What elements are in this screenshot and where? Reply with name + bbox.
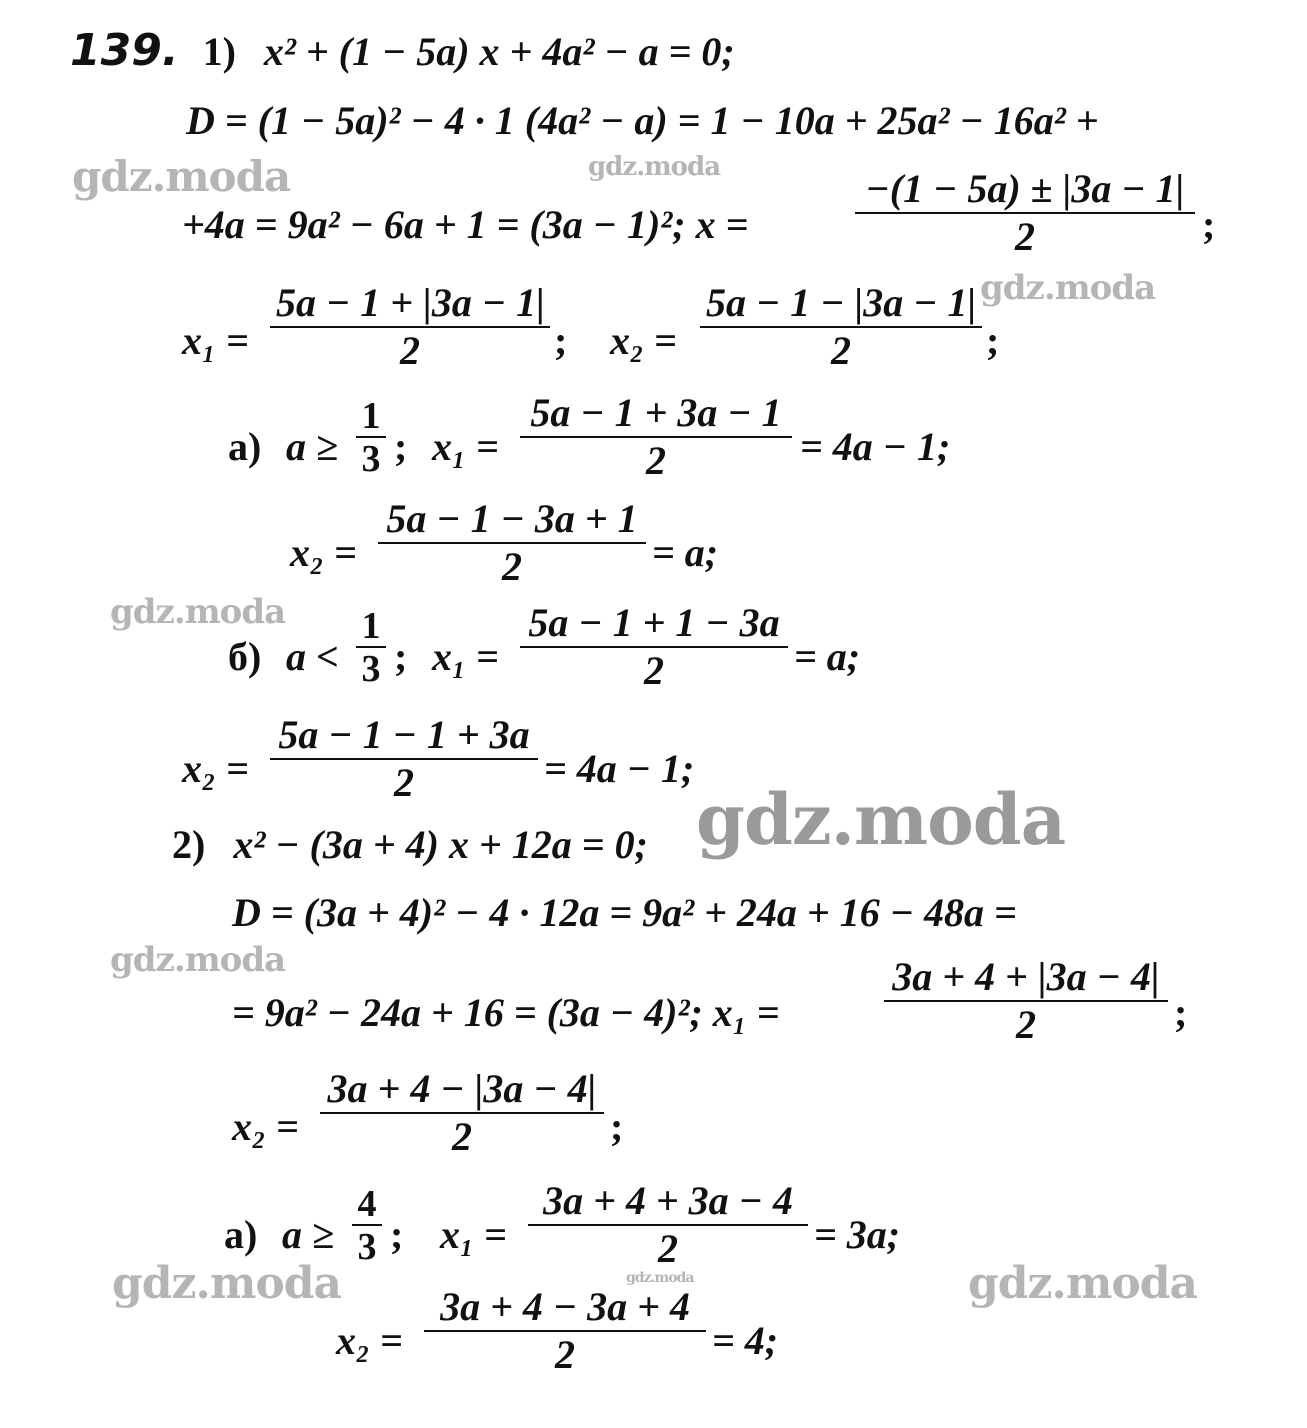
part2-x2-label: x₂ = bbox=[232, 1104, 299, 1149]
part2-header bbox=[172, 822, 648, 868]
part2-label: 2) bbox=[172, 822, 206, 867]
fraction-denominator: 2 bbox=[502, 544, 522, 589]
fraction-denominator: 2 bbox=[394, 760, 414, 805]
part1-x1-fraction bbox=[270, 280, 550, 374]
part1-case-b-x2-fraction bbox=[270, 712, 538, 806]
part2-equation: x² − (3a + 4) x + 12a = 0; bbox=[233, 822, 648, 867]
watermark: gdz.moda bbox=[626, 1270, 694, 1286]
part1-case-b-x1-label: x₁ = bbox=[432, 634, 499, 679]
fraction-numerator: 4 bbox=[352, 1184, 382, 1226]
part1-case-a-x1-fraction bbox=[520, 390, 792, 484]
fraction-numerator: 5a − 1 + 1 − 3a bbox=[520, 600, 788, 648]
semicolon: ; bbox=[394, 424, 408, 469]
part2-discriminant-line2: = 9a² − 24a + 16 = (3a − 4)²; x₁ = bbox=[232, 990, 780, 1035]
part2-case-a-x2-fraction bbox=[424, 1284, 706, 1378]
part2-case-a-x1-result: = 3a; bbox=[814, 1212, 901, 1257]
fraction-denominator: 2 bbox=[400, 328, 420, 373]
fraction-denominator: 2 bbox=[555, 1332, 575, 1377]
fraction-numerator: 5a − 1 − 3a + 1 bbox=[378, 496, 646, 544]
part2-x2-fraction bbox=[320, 1066, 604, 1160]
fraction-denominator: 2 bbox=[644, 648, 664, 693]
part2-case-a-condition: a ≥ bbox=[282, 1212, 334, 1257]
part1-x-fraction bbox=[855, 166, 1195, 260]
part1-case-a-x2-label: x₂ = bbox=[290, 530, 357, 575]
part2-case-a-x2-result: = 4; bbox=[712, 1318, 779, 1363]
semicolon: ; bbox=[554, 318, 568, 363]
watermark: gdz.moda bbox=[110, 940, 286, 980]
part1-equation: x² + (1 − 5a) x + 4a² − a = 0; bbox=[263, 29, 735, 74]
fraction-denominator: 2 bbox=[1016, 1002, 1036, 1047]
fraction-denominator: 2 bbox=[831, 328, 851, 373]
part2-case-a-x1-fraction bbox=[528, 1178, 808, 1272]
part1-label: 1) bbox=[202, 29, 236, 74]
part1-case-b-condition: a < bbox=[286, 634, 339, 679]
fraction-numerator: 3a + 4 + |3a − 4| bbox=[884, 954, 1168, 1002]
fraction-denominator: 2 bbox=[658, 1226, 678, 1271]
fraction-numerator: 3a + 4 − 3a + 4 bbox=[424, 1284, 706, 1332]
part1-case-b-x2-result: = 4a − 1; bbox=[544, 746, 695, 791]
fraction-numerator: 3a + 4 − |3a − 4| bbox=[320, 1066, 604, 1114]
fraction-denominator: 2 bbox=[646, 438, 666, 483]
semicolon: ; bbox=[986, 318, 1000, 363]
part2-case-a-label: а) bbox=[224, 1212, 258, 1257]
part1-case-b-cond-fraction bbox=[356, 606, 386, 690]
part1-case-a-x2-fraction bbox=[378, 496, 646, 590]
fraction-numerator: −(1 − 5a) ± |3a − 1| bbox=[855, 166, 1195, 214]
part1-header bbox=[70, 25, 735, 76]
part1-case-a-label: а) bbox=[228, 424, 262, 469]
fraction-numerator: 5a − 1 − 1 + 3a bbox=[270, 712, 538, 760]
part1-case-a-x1-label: x₁ = bbox=[432, 424, 499, 469]
part1-x2-label: x₂ = bbox=[610, 318, 677, 363]
part1-case-b-x1-result: = a; bbox=[794, 634, 861, 679]
watermark: gdz.moda bbox=[110, 592, 286, 632]
fraction-denominator: 3 bbox=[357, 1226, 377, 1268]
semicolon: ; bbox=[1174, 990, 1188, 1035]
part1-x1-label: x₁ = bbox=[182, 318, 249, 363]
fraction-denominator: 3 bbox=[361, 438, 381, 480]
watermark: gdz.moda bbox=[112, 1258, 342, 1309]
fraction-numerator: 5a − 1 + |3a − 1| bbox=[270, 280, 550, 328]
semicolon: ; bbox=[390, 1212, 404, 1257]
part1-case-b-x1-fraction bbox=[520, 600, 788, 694]
part1-discriminant-line2: +4a = 9a² − 6a + 1 = (3a − 1)²; x = bbox=[182, 202, 749, 247]
fraction-numerator: 1 bbox=[356, 606, 386, 648]
part2-case-a-x2-label: x₂ = bbox=[336, 1318, 403, 1363]
fraction-numerator: 5a − 1 + 3a − 1 bbox=[520, 390, 792, 438]
part1-case-a-condition: a ≥ bbox=[286, 424, 338, 469]
part2-case-a-x1-label: x₁ = bbox=[440, 1212, 507, 1257]
part1-case-b-label: б) bbox=[228, 634, 262, 679]
fraction-numerator: 3a + 4 + 3a − 4 bbox=[528, 1178, 808, 1226]
fraction-numerator: 1 bbox=[356, 396, 386, 438]
watermark: gdz.moda bbox=[980, 268, 1156, 308]
watermark: gdz.moda bbox=[968, 1258, 1198, 1309]
fraction-denominator: 2 bbox=[452, 1114, 472, 1159]
part1-case-a-x1-result: = 4a − 1; bbox=[800, 424, 951, 469]
part1-x2-fraction bbox=[700, 280, 982, 374]
watermark: gdz.moda bbox=[696, 778, 1066, 861]
part1-case-a-cond-fraction bbox=[356, 396, 386, 480]
part2-case-a-cond-fraction bbox=[352, 1184, 382, 1268]
part1-discriminant-line1: D = (1 − 5a)² − 4 · 1 (4a² − a) = 1 − 10a + 25a² − 16a² + bbox=[186, 98, 1099, 143]
part2-discriminant-line1: D = (3a + 4)² − 4 · 12a = 9a² + 24a + 16 − 48a = bbox=[232, 890, 1017, 935]
part2-x1-fraction bbox=[884, 954, 1168, 1048]
watermark: gdz.moda bbox=[72, 152, 291, 201]
problem-number: 139. bbox=[70, 25, 179, 76]
semicolon: ; bbox=[610, 1104, 624, 1149]
semicolon: ; bbox=[394, 634, 408, 679]
semicolon: ; bbox=[1202, 202, 1216, 247]
watermark: gdz.moda bbox=[588, 152, 721, 182]
part1-case-b-x2-label: x₂ = bbox=[182, 746, 249, 791]
part1-case-a-x2-result: = a; bbox=[652, 530, 719, 575]
fraction-denominator: 3 bbox=[361, 648, 381, 690]
fraction-numerator: 5a − 1 − |3a − 1| bbox=[700, 280, 982, 328]
fraction-denominator: 2 bbox=[1015, 214, 1035, 259]
